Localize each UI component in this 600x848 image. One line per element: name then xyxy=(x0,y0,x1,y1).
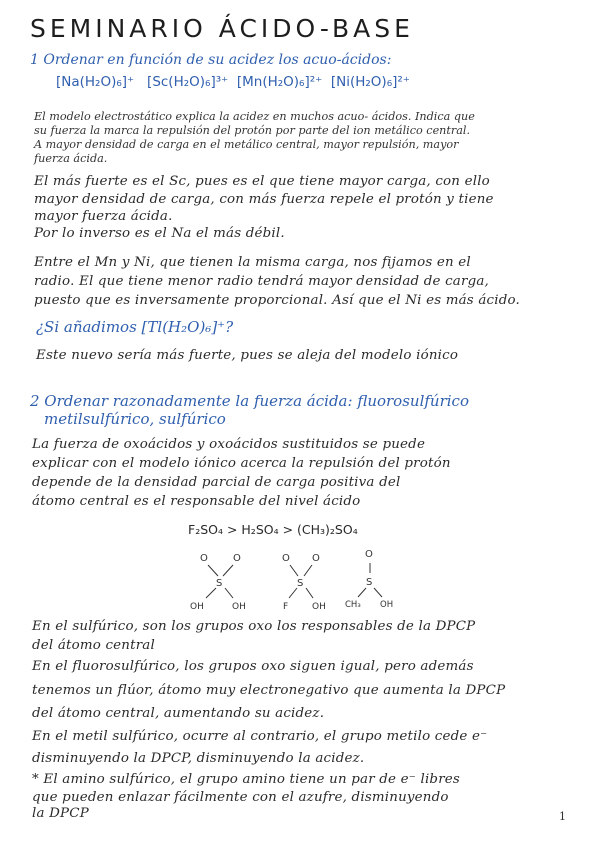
body-line: del átomo central, aumentando su acidez. xyxy=(32,706,325,721)
body-line: del átomo central xyxy=(32,638,155,653)
body-line: En el sulfúrico, son los grupos oxo los responsables de la DPCP xyxy=(32,619,476,634)
structures-diagram xyxy=(180,543,430,613)
answer-line: Por lo inverso es el Na el más débil. xyxy=(34,226,285,241)
answer-line: mayor fuerza ácida. xyxy=(34,209,173,224)
answer-line: radio. El que tiene menor radio tendrá mayor densidad de carga, xyxy=(34,274,490,289)
question-2-prompt: metilsulfúrico, sulfúrico xyxy=(44,410,226,428)
body-line: * El amino sulfúrico, el grupo amino tiene un par de e⁻ libres xyxy=(32,772,460,787)
methylsulfuric-s: S xyxy=(366,577,373,588)
fluorosulfuric-o-left: O xyxy=(282,553,290,564)
question-2-prompt: 2 Ordenar razonadamente la fuerza ácida: fluorosulfúrico xyxy=(30,392,469,410)
fluorosulfuric-oh: OH xyxy=(312,602,326,612)
aquo-ion-ni: [Ni(H₂O)₆]²⁺ xyxy=(330,74,410,90)
fluorosulfuric-o-right: O xyxy=(312,553,320,564)
page-number: 1 xyxy=(559,810,566,823)
extra-question: ¿Si añadimos [Tl(H₂O)₆]⁺? xyxy=(36,318,234,336)
extra-answer: Este nuevo sería más fuerte, pues se aleja del modelo iónico xyxy=(36,348,459,363)
answer-line: Entre el Mn y Ni, que tienen la misma carga, nos fijamos en el xyxy=(34,255,471,270)
body-line: disminuyendo la DPCP, disminuyendo la acidez. xyxy=(32,751,365,766)
aquo-ion-na: [Na(H₂O)₆]⁺ xyxy=(56,74,135,90)
answer-line: El más fuerte es el Sc, pues es el que tiene mayor carga, con ello xyxy=(34,174,490,189)
aquo-ion-list xyxy=(56,74,410,90)
sulfuric-s: S xyxy=(216,578,223,589)
intro-line: depende de la densidad parcial de carga positiva del xyxy=(32,475,401,490)
sulfuric-oh-left: OH xyxy=(190,602,204,612)
body-line: tenemos un flúor, átomo muy electronegativo que aumenta la DPCP xyxy=(32,683,506,698)
methylsulfuric-oh: OH xyxy=(380,600,394,610)
fluorosulfuric-f: F xyxy=(283,602,289,612)
question-1-prompt: 1 Ordenar en función de su acidez los acuo-ácidos: xyxy=(30,52,392,68)
sulfuric-o-right: O xyxy=(233,553,241,564)
aquo-ion-sc: [Sc(H₂O)₆]³⁺ xyxy=(147,74,229,90)
statement-line: El modelo electrostático explica la acidez en muchos acuo- ácidos. Indica que xyxy=(34,110,475,123)
intro-line: átomo central es el responsable del nivel ácido xyxy=(32,494,361,509)
sulfuric-oh-right: OH xyxy=(232,602,246,612)
intro-line: explicar con el modelo iónico acerca la repulsión del protón xyxy=(32,456,451,471)
acidity-order: F₂SO₄ > H₂SO₄ > (CH₃)₂SO₄ xyxy=(188,522,358,537)
page-title: SEMINARIO ÁCIDO-BASE xyxy=(30,14,414,43)
answer-line: mayor densidad de carga, con más fuerza repele el protón y tiene xyxy=(34,192,494,207)
statement-line: su fuerza la marca la repulsión del protón por parte del ion metálico central. xyxy=(34,124,471,137)
methylsulfuric-ch3: CH₃ xyxy=(345,600,361,610)
body-line: la DPCP xyxy=(32,806,89,821)
fluorosulfuric-s: S xyxy=(297,578,304,589)
sulfuric-o-left: O xyxy=(200,553,208,564)
intro-line: La fuerza de oxoácidos y oxoácidos sustituidos se puede xyxy=(32,437,426,452)
statement-line: fuerza ácida. xyxy=(34,152,108,165)
answer-line: puesto que es inversamente proporcional. Así que el Ni es más ácido. xyxy=(34,293,520,308)
body-line: En el fluorosulfúrico, los grupos oxo siguen igual, pero además xyxy=(32,659,474,674)
body-line: En el metil sulfúrico, ocurre al contrario, el grupo metilo cede e⁻ xyxy=(32,729,488,744)
aquo-ion-mn: [Mn(H₂O)₆]²⁺ xyxy=(236,74,323,90)
statement-line: A mayor densidad de carga en el metálico central, mayor repulsión, mayor xyxy=(34,138,459,151)
body-line: que pueden enlazar fácilmente con el azufre, disminuyendo xyxy=(32,790,449,805)
methylsulfuric-o: O xyxy=(365,549,373,560)
